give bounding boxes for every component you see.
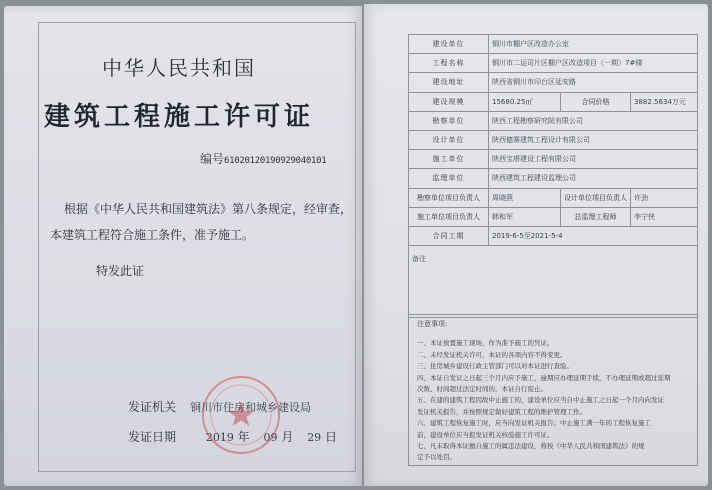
row-label: 合同工期	[409, 226, 489, 245]
date-year: 2019	[205, 431, 234, 444]
certificate-body	[50, 196, 353, 248]
note-item: 二、未经发证机关许可，本证的各项内容不得变更。	[417, 350, 567, 359]
row-value: 周晓燕	[489, 188, 561, 207]
note-item: 七、凡未取得本证擅自施工的属违法建设，将按《中华人民共和国建筑法》的规	[417, 442, 645, 451]
row-label: 勘察单位项目负责人	[409, 188, 489, 207]
cert-number-value: 61020120190929040101	[224, 156, 327, 166]
date-month-unit: 月	[281, 430, 294, 444]
issuer-row	[128, 398, 311, 415]
row-value: 陕西建筑工程建设监理公司	[489, 169, 698, 188]
note-item: 发证机关报告，并按照规定做好建筑工程的维护管理工作。	[417, 407, 586, 416]
row-label: 施工单位项目负责人	[409, 207, 489, 226]
row-sub-value: 李宁侠	[631, 207, 698, 226]
table-row	[409, 35, 698, 54]
table-row	[409, 169, 698, 188]
row-label: 建设地址	[409, 73, 489, 92]
table-row	[409, 150, 698, 169]
row-label: 建设单位	[409, 35, 489, 54]
table-row	[409, 226, 698, 245]
table-row	[409, 111, 698, 130]
row-sub-value: 3882.5634万元	[631, 92, 698, 111]
row-value: 韩和军	[489, 207, 561, 226]
table-row	[409, 73, 698, 92]
row-label: 监理单位	[409, 169, 489, 188]
note-item: 前，建设单位应当报发证机关核验施工许可证。	[417, 430, 554, 439]
table-row	[409, 130, 698, 149]
row-label: 施工单位	[409, 150, 489, 169]
row-value: 铜川市二运司片区棚户区改造项目（一期）7#楼	[489, 54, 698, 73]
note-item: 定予以处罚。	[417, 453, 456, 462]
date-month: 09	[263, 431, 278, 444]
row-label: 设计单位	[409, 130, 489, 149]
note-item: 五、在建的建筑工程因故中止施工的，建设单位应当自中止施工之日起一个月内向发证	[417, 396, 664, 405]
date-day: 29	[307, 431, 322, 444]
note-item: 四、本证自发证之日起三个月内应予施工，逾期应办理延期手续，不办理延期或超过延期	[417, 373, 671, 382]
certificate-title: 建筑工程施工许可证	[43, 102, 314, 132]
row-value: 陕西宝塔建设工程有限公司	[489, 150, 698, 169]
date-label: 发证日期	[128, 430, 177, 444]
row-value: 陕西省铜川市印台区延安路	[489, 73, 698, 92]
project-info-table	[408, 34, 698, 318]
note-item: 三、住房城乡建设行政主管部门可以对本证进行查验。	[417, 362, 573, 371]
notes-box	[408, 314, 698, 466]
row-value: 2019-6-5至2021-5-4	[489, 226, 698, 245]
special-note: 特发此证	[96, 264, 145, 278]
row-sub-label: 总监理工程师	[561, 207, 631, 226]
notes-heading: 注意事项:	[417, 320, 448, 328]
date-year-unit: 年	[237, 430, 250, 444]
table-row	[409, 207, 698, 226]
note-item: 六、建筑工程恢复施工时，应当向发证机关报告；中止施工满一年的工程恢复施工	[417, 419, 651, 428]
cert-number-label: 编号	[200, 152, 225, 166]
body-line-1: 根据《中华人民共和国建筑法》第八条规定，经审查，	[64, 202, 353, 216]
table-row	[409, 188, 698, 207]
row-value: 陕西工程勘察研究院有限公司	[489, 111, 698, 130]
remarks-label: 备注	[409, 246, 698, 318]
row-label: 工程名称	[409, 54, 489, 73]
issuer-label: 发证机关	[128, 400, 177, 414]
note-item: 一、本证放置施工现场，作为准予施工的凭证。	[417, 339, 554, 348]
country-name: 中华人民共和国	[102, 56, 256, 80]
table-row	[409, 92, 698, 111]
row-value: 15680.25㎡	[489, 92, 561, 111]
row-sub-label: 合同价格	[561, 92, 631, 111]
row-sub-label: 设计单位项目负责人	[561, 188, 631, 207]
table-row	[409, 54, 698, 73]
row-label: 勘察单位	[409, 111, 489, 130]
table-row	[409, 246, 698, 318]
row-value: 铜川市棚户区改造办公室	[489, 35, 698, 54]
row-value: 陕西德赛建筑工程设计有限公司	[489, 130, 698, 149]
issue-date-row	[128, 428, 337, 445]
issuer-value: 铜川市住房和城乡建设局	[190, 401, 312, 414]
row-label: 建设规模	[409, 92, 489, 111]
date-day-unit: 日	[325, 430, 338, 444]
row-sub-value: 许劲	[631, 188, 698, 207]
body-line-2: 本建筑工程符合施工条件，准予施工。	[50, 228, 255, 242]
certificate-number	[200, 150, 326, 167]
note-item: 次数、时间超过法定时间的，本证自行废止。	[417, 385, 547, 394]
